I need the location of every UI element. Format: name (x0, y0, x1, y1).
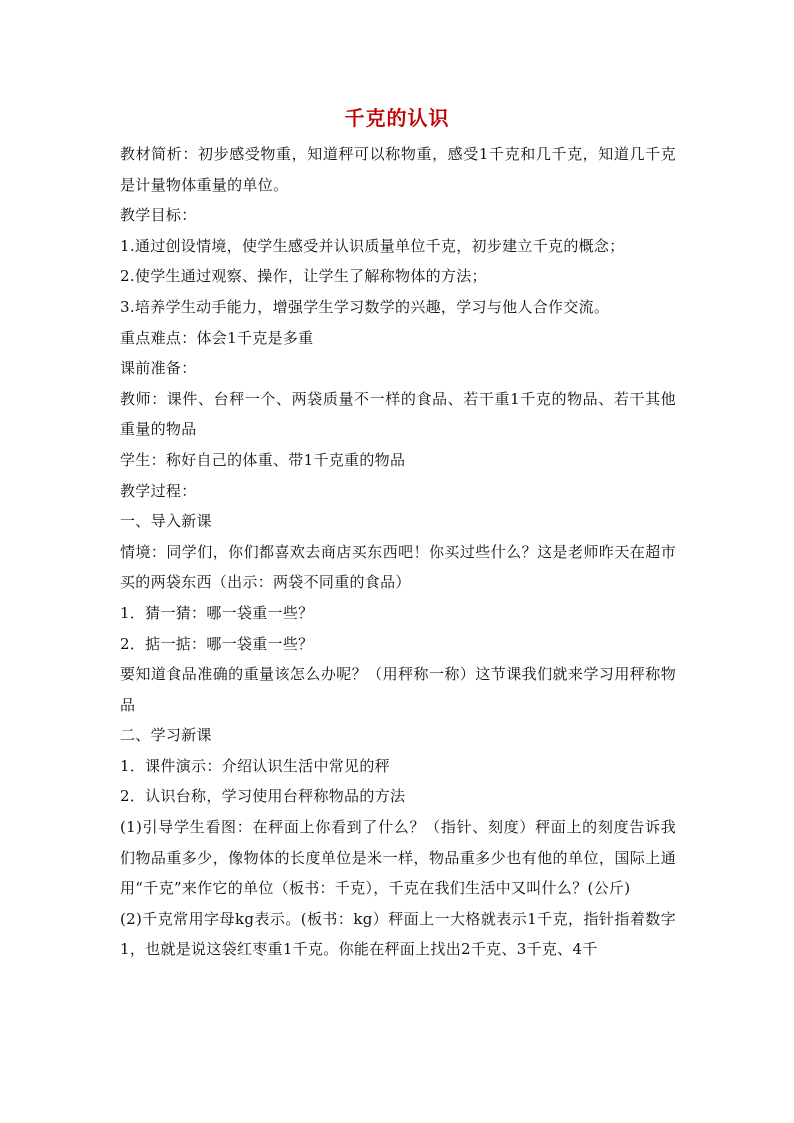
paragraph-scale-usage: 2．认识台称，学习使用台秤称物品的方法 (120, 787, 406, 806)
paragraph-observe-scale: (1)引导学生看图：在秤面上你看到了什么？（指针、刻度）秤面上的刻度告诉我们物品重多少，像物体的长度单位是米一样，物品重多少也有他的单位，国际上通用“千克”来作它的单位（板书：千克），千克在我们生活中又叫什么？(公斤) (120, 818, 676, 898)
paragraph-section-2-heading: 二、学习新课 (120, 726, 212, 745)
paragraph-intro: 教材简析：初步感受物重，知道秤可以称物重，感受1千克和几千克，知道几千克是计量物体重量的单位。 (120, 145, 676, 194)
paragraph-objective-3: 3.培养学生动手能力，增强学生学习数学的兴趣，学习与他人合作交流。 (120, 297, 610, 316)
paragraph-objectives-heading: 教学目标： (120, 206, 197, 225)
paragraph-weigh-by-hand: 2．掂一掂：哪一袋重一些？ (120, 634, 314, 653)
paragraph-guess: 1．猜一猜：哪一袋重一些？ (120, 603, 314, 622)
paragraph-student-prep: 学生：称好自己的体重、带1千克重的物品 (120, 450, 406, 469)
paragraph-process-heading: 教学过程： (120, 481, 197, 500)
paragraph-key-points: 重点难点：体会1千克是多重 (120, 328, 314, 347)
paragraph-preparation-heading: 课前准备： (120, 359, 197, 378)
paragraph-kg-symbol: (2)千克常用字母kg表示。(板书：kg）秤面上一大格就表示1千克，指针指着数字1，也就是说这袋红枣重1千克。你能在秤面上找出2千克、3千克、4千 (120, 909, 676, 959)
paragraph-situation: 情境：同学们，你们都喜欢去商店买东西吧！你买过些什么？这是老师昨天在超市买的两袋东西（出示：两袋不同重的食品） (120, 542, 676, 592)
paragraph-teacher-prep: 教师：课件、台秤一个、两袋质量不一样的食品、若干重1千克的物品、若干其他重量的物品 (120, 389, 676, 439)
document-body (120, 139, 676, 965)
paragraph-section-1-heading: 一、导入新课 (120, 512, 212, 531)
paragraph-objective-1: 1.通过创设情境，使学生感受并认识质量单位千克，初步建立千克的概念； (120, 236, 625, 255)
paragraph-courseware: 1．课件演示：介绍认识生活中常见的秤 (120, 756, 390, 775)
document-title: 千克的认识 (344, 106, 450, 130)
paragraph-lesson-intro: 要知道食品准确的重量该怎么办呢？（用秤称一称）这节课我们就来学习用秤称物品 (120, 665, 676, 714)
paragraph-objective-2: 2.使学生通过观察、操作，让学生了解称物体的方法； (120, 267, 487, 286)
